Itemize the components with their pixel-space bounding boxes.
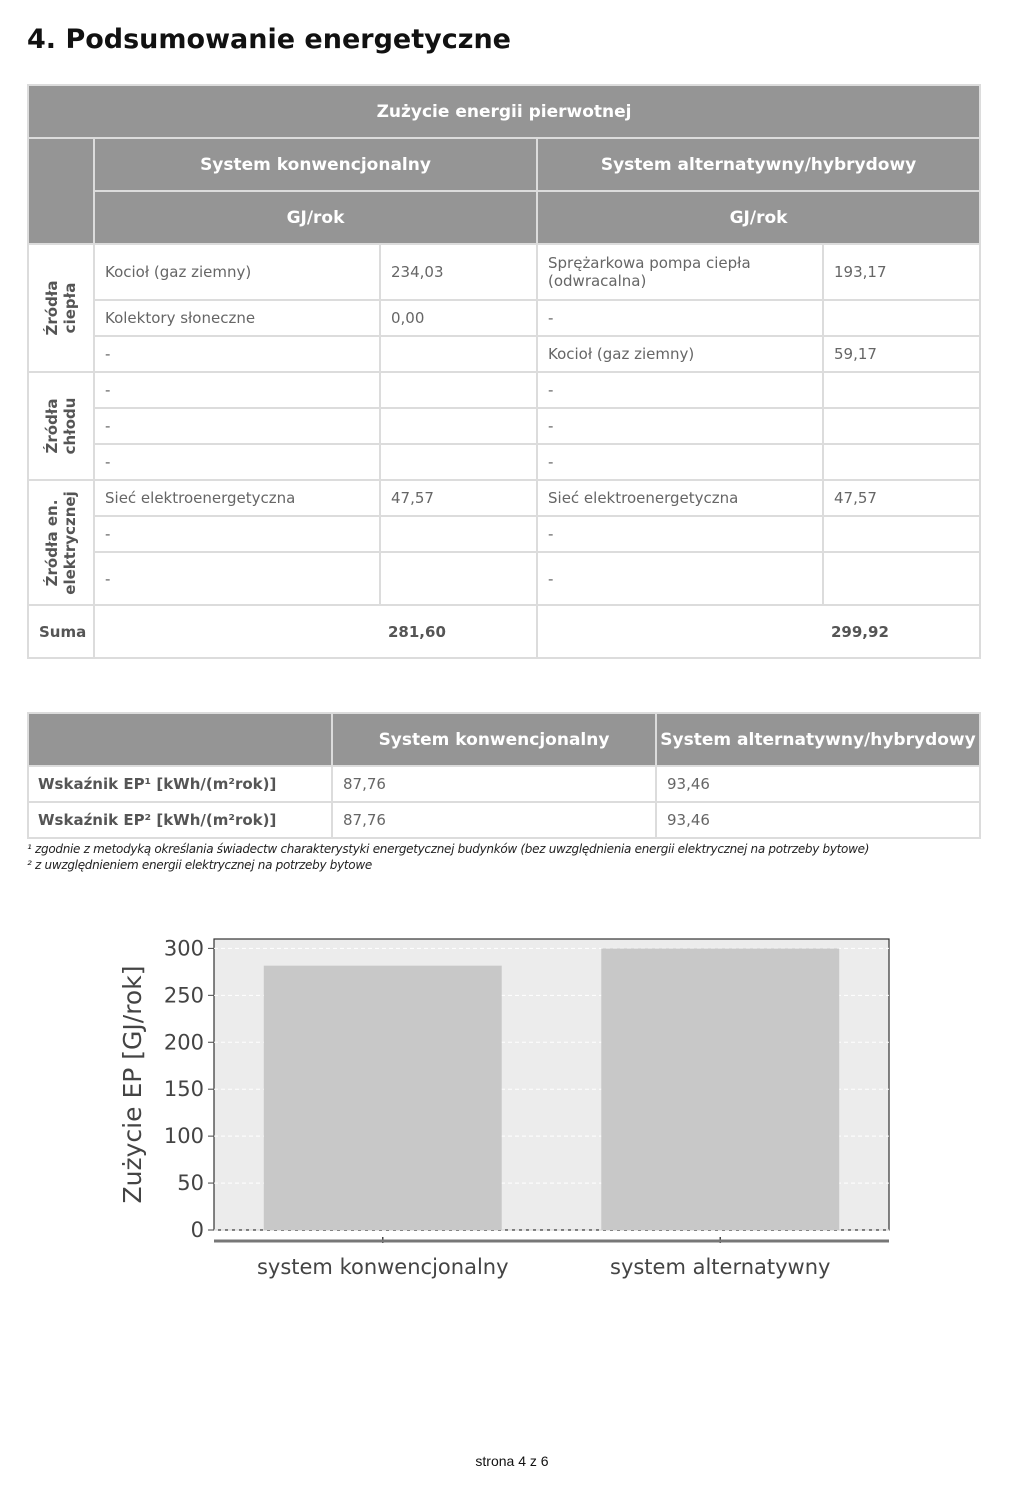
y-tick-label: 200 bbox=[163, 1030, 204, 1055]
primary-energy-table bbox=[27, 84, 981, 659]
ep-header-blank bbox=[28, 713, 332, 766]
table-row bbox=[28, 372, 980, 408]
ep-row-label: Wskaźnik EP² [kWh/(m²rok)] bbox=[28, 802, 332, 838]
ep-value-conventional: 87,76 bbox=[332, 802, 656, 838]
ep-row-label: Wskaźnik EP¹ [kWh/(m²rok)] bbox=[28, 766, 332, 802]
unit-conventional: GJ/rok bbox=[94, 191, 537, 244]
value-alternative: 59,17 bbox=[823, 336, 980, 372]
source-name-alternative: - bbox=[537, 300, 823, 336]
group-electric-sources bbox=[28, 480, 94, 605]
table-row bbox=[28, 516, 980, 552]
source-name-conventional: Sieć elektroenergetyczna bbox=[94, 480, 380, 516]
source-name-alternative: Kocioł (gaz ziemny) bbox=[537, 336, 823, 372]
ep-indicator-table bbox=[27, 712, 981, 839]
sum-spacer bbox=[537, 605, 823, 658]
col-header-alternative: System alternatywny/hybrydowy bbox=[537, 138, 980, 191]
table-row bbox=[28, 480, 980, 516]
y-tick-label: 100 bbox=[163, 1124, 204, 1149]
value-conventional: 0,00 bbox=[380, 300, 537, 336]
y-axis-label: Zużycie EP [GJ/rok] bbox=[118, 965, 147, 1204]
table-header: Zużycie energii pierwotnej bbox=[28, 85, 980, 138]
table-row bbox=[28, 300, 980, 336]
ep-col-conventional: System konwencjonalny bbox=[332, 713, 656, 766]
x-tick-label: system alternatywny bbox=[610, 1255, 831, 1279]
source-name-alternative: - bbox=[537, 408, 823, 444]
value-conventional bbox=[380, 552, 537, 605]
value-alternative bbox=[823, 444, 980, 480]
table-row bbox=[28, 244, 980, 300]
source-name-conventional: - bbox=[94, 336, 380, 372]
source-name-conventional: - bbox=[94, 408, 380, 444]
value-alternative bbox=[823, 408, 980, 444]
y-tick-label: 0 bbox=[190, 1218, 204, 1242]
source-name-alternative: Sprężarkowa pompa ciepła (odwracalna) bbox=[537, 244, 823, 300]
value-conventional: 47,57 bbox=[380, 480, 537, 516]
source-name-conventional: Kolektory słoneczne bbox=[94, 300, 380, 336]
source-name-conventional: - bbox=[94, 516, 380, 552]
ep-col-alternative: System alternatywny/hybrydowy bbox=[656, 713, 980, 766]
value-alternative bbox=[823, 552, 980, 605]
sum-alternative: 299,92 bbox=[823, 605, 980, 658]
y-tick-label: 150 bbox=[163, 1077, 204, 1102]
table-row bbox=[28, 336, 980, 372]
group-heat-sources bbox=[28, 244, 94, 372]
page-title: 4. Podsumowanie energetyczne bbox=[27, 24, 511, 55]
y-tick-label: 50 bbox=[177, 1171, 204, 1196]
value-conventional bbox=[380, 444, 537, 480]
source-name-conventional: Kocioł (gaz ziemny) bbox=[94, 244, 380, 300]
bar bbox=[264, 966, 502, 1230]
table-row bbox=[28, 408, 980, 444]
table-row bbox=[28, 444, 980, 480]
sum-spacer bbox=[94, 605, 380, 658]
source-name-conventional: - bbox=[94, 552, 380, 605]
value-conventional bbox=[380, 372, 537, 408]
group-cold-sources bbox=[28, 372, 94, 480]
page-number: strona 4 z 6 bbox=[475, 1453, 549, 1469]
col-header-conventional: System konwencjonalny bbox=[94, 138, 537, 191]
y-tick-label: 250 bbox=[163, 983, 204, 1008]
table-row bbox=[28, 552, 980, 605]
footnote-1: ¹ zgodnie z metodyką określania świadectw charakterystyki energetycznej budynków (bez uwzględnienia energii elektrycznej na potrzeby bytowe) bbox=[27, 842, 870, 856]
source-name-alternative: - bbox=[537, 516, 823, 552]
y-tick-label: 300 bbox=[163, 936, 204, 961]
ep-value-alternative: 93,46 bbox=[656, 766, 980, 802]
ep-value-alternative: 93,46 bbox=[656, 802, 980, 838]
x-tick-label: system konwencjonalny bbox=[256, 1255, 509, 1279]
bar bbox=[601, 948, 839, 1230]
group-label: Źródła chłodu bbox=[43, 397, 79, 455]
source-name-alternative: - bbox=[537, 372, 823, 408]
ep-bar-chart bbox=[100, 925, 920, 1285]
source-name-conventional: - bbox=[94, 372, 380, 408]
source-name-conventional: - bbox=[94, 444, 380, 480]
ep-value-conventional: 87,76 bbox=[332, 766, 656, 802]
value-conventional bbox=[380, 516, 537, 552]
sum-label: Suma bbox=[28, 605, 94, 658]
source-name-alternative: - bbox=[537, 552, 823, 605]
group-label: Źródła en. elektrycznej bbox=[43, 490, 79, 595]
sum-conventional: 281,60 bbox=[380, 605, 537, 658]
value-alternative bbox=[823, 372, 980, 408]
value-alternative bbox=[823, 516, 980, 552]
value-conventional bbox=[380, 336, 537, 372]
value-conventional: 234,03 bbox=[380, 244, 537, 300]
value-alternative: 47,57 bbox=[823, 480, 980, 516]
unit-alternative: GJ/rok bbox=[537, 191, 980, 244]
source-name-alternative: Sieć elektroenergetyczna bbox=[537, 480, 823, 516]
header-blank bbox=[28, 138, 94, 244]
source-name-alternative: - bbox=[537, 444, 823, 480]
value-alternative: 193,17 bbox=[823, 244, 980, 300]
footnote-2: ² z uwzględnieniem energii elektrycznej na potrzeby bytowe bbox=[27, 858, 372, 872]
value-conventional bbox=[380, 408, 537, 444]
group-label: Źródła ciepła bbox=[43, 280, 79, 336]
value-alternative bbox=[823, 300, 980, 336]
